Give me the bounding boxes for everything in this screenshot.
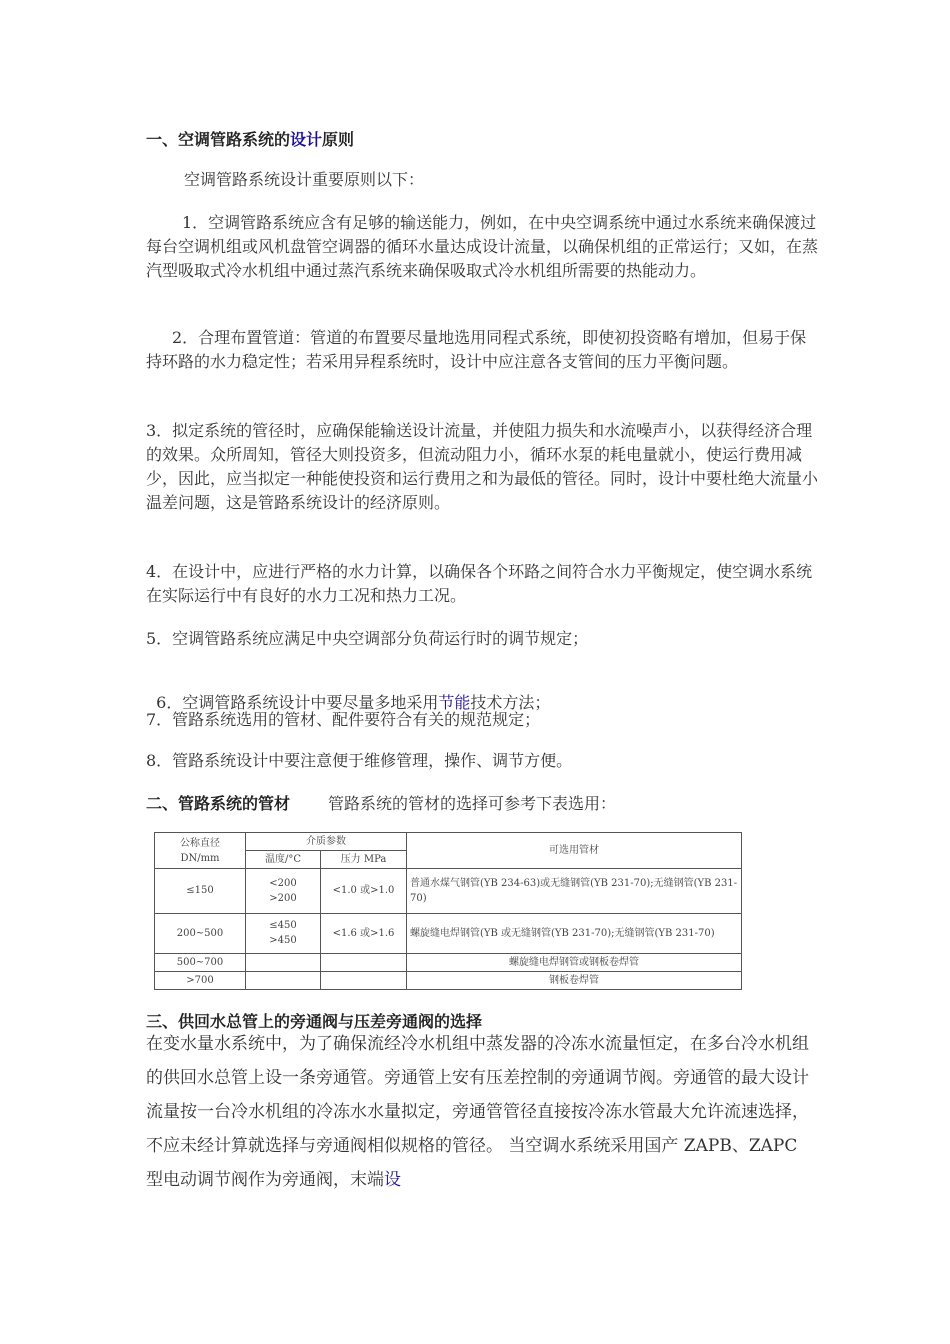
- principle-item-5: 5．空调管路系统应满足中央空调部分负荷运行时的调节规定；: [146, 629, 589, 648]
- header-dn: [155, 833, 246, 869]
- header-material: 可选用管材: [407, 833, 742, 869]
- row2-temp: [246, 913, 321, 953]
- pipe-material-table: [154, 832, 742, 990]
- header-dn-unit: DN/mm: [180, 852, 220, 864]
- principle-item-8: 8．管路系统设计中要注意便于维修管理，操作、调节方便。: [146, 751, 573, 770]
- row4-material: 钢板卷焊管: [407, 971, 742, 989]
- section1-intro: 空调管路系统设计重要原则以下：: [184, 170, 425, 189]
- row1-pressure: <1.0 或>1.0: [321, 869, 407, 913]
- row1-material: 普通水煤气钢管(YB 234-63)或无缝钢管(YB 231-70);无缝钢管(YB 231-70): [407, 869, 742, 913]
- row2-pressure: <1.6 或>1.6: [321, 913, 407, 953]
- row3-dn: 500~700: [155, 953, 246, 971]
- row3-pressure: [321, 953, 407, 971]
- row3-temp: [246, 953, 321, 971]
- row4-temp: [246, 971, 321, 989]
- header-temp: 温度/°C: [246, 851, 321, 869]
- row1-temp: [246, 869, 321, 913]
- header-pressure: 压力 MPa: [321, 851, 407, 869]
- section2-heading: 二、管路系统的管材: [146, 794, 291, 813]
- row4-pressure: [321, 971, 407, 989]
- section1-heading-suffix: 原则: [322, 130, 355, 149]
- section1-heading-prefix: 一、空调管路系统的: [146, 130, 291, 149]
- principle-item-1: 1．空调管路系统应含有足够的输送能力，例如，在中央空调系统中通过水系统来确保渡过每台空调机组或风机盘管空调器的循环水量达成设计流量，以确保机组的正常运行；又如，在蒸汽型吸取式冷水机组中通过蒸汽系统来确保吸取式冷水机组所需要的热能动力。: [146, 213, 819, 280]
- energy-saving-link[interactable]: 节能: [438, 693, 471, 712]
- section3-body-text: 在变水量水系统中，为了确保流经冷水机组中蒸发器的冷冻水流量恒定，在多台冷水机组的供回水总管上设一条旁通管。旁通管上安有压差控制的旁通调节阀。旁通管的最大设计流量按一台冷水机组的冷冻水水量拟定，旁通管管径直接按冷冻水管最大允许流速选择，不应未经计算就选择与旁通阀相似规格的管径。 当空调水系统采用国产 ZAPB、ZAPC 型电动调节阀作为旁通阀，末端: [146, 1034, 809, 1190]
- row2-temp-b: >450: [269, 935, 297, 947]
- row2-material: 螺旋缝电焊钢管(YB 或无缝钢管(YB 231-70);无缝钢管(YB 231-70): [407, 913, 742, 953]
- principle-item-2: 2．合理布置管道：管道的布置要尽量地选用同程式系统，即使初投资略有增加，但易于保持环路的水力稳定性；若采用异程系统时，设计中应注意各支管间的压力平衡问题。: [146, 328, 807, 371]
- principle-item-7: 7．管路系统选用的管材、配件要符合有关的规范规定；: [146, 710, 541, 729]
- design-link[interactable]: 设计: [290, 130, 323, 149]
- row2-temp-a: ≤450: [269, 920, 297, 932]
- row1-dn: ≤150: [155, 869, 246, 913]
- principle-item-4: 4．在设计中，应进行严格的水力计算，以确保各个环路之间符合水力平衡规定，使空调水系统在实际运行中有良好的水力工况和热力工况。: [146, 562, 813, 605]
- row3-material: 螺旋缝电焊钢管或钢板卷焊管: [407, 953, 742, 971]
- section3-heading: 三、供回水总管上的旁通阀与压差旁通阀的选择: [146, 1012, 483, 1031]
- section2-heading-line: [146, 791, 616, 814]
- section1-heading: [146, 127, 354, 150]
- header-medium: 介质参数: [246, 833, 407, 851]
- item6-prefix: 6．空调管路系统设计中要尽量多地采用: [156, 693, 439, 712]
- row2-dn: 200~500: [155, 913, 246, 953]
- row1-temp-a: <200: [269, 877, 297, 889]
- row4-dn: >700: [155, 971, 246, 989]
- principle-item-3: 3．拟定系统的管径时，应确保能输送设计流量，并使阻力损失和水流噪声小，以获得经济合理的效果。众所周知，管径大则投资多，但流动阻力小，循环水泵的耗电量就小，使运行费用减少，因此，应当拟定一种能使投资和运行费用之和为最低的管径。同时，设计中要杜绝大流量小温差问题，这是管路系统设计的经济原则。: [146, 421, 819, 512]
- section3-body: [146, 1027, 810, 1197]
- item6-suffix: 技术方法；: [470, 693, 551, 712]
- section2-note: 管路系统的管材的选择可参考下表选用：: [328, 794, 617, 813]
- header-dn-label: 公称直径: [180, 837, 220, 849]
- row1-temp-b: >200: [269, 892, 297, 904]
- design-link-2[interactable]: 设: [384, 1170, 401, 1190]
